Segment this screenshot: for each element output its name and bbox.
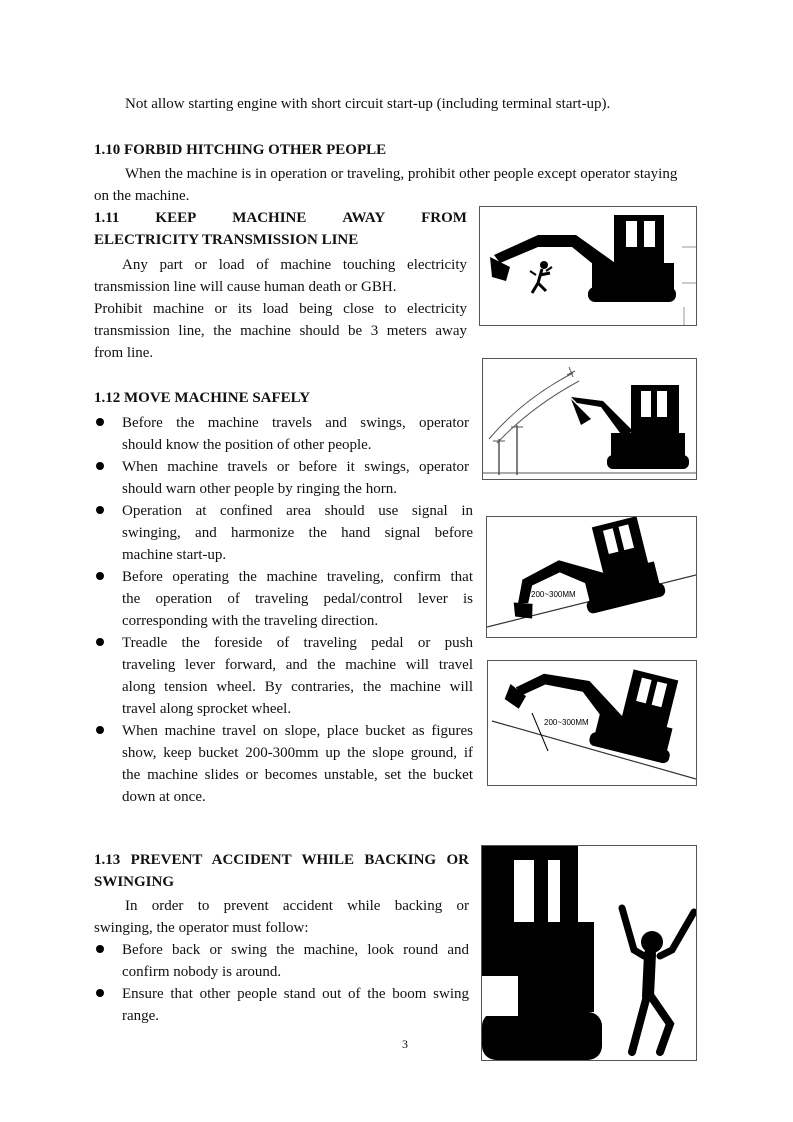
s112-bullet4-line2: the operation of traveling pedal/control lever is [122, 591, 473, 607]
bullet-dot [96, 638, 104, 646]
s113-paragraph-line1: In order to prevent accident while backing or [125, 898, 469, 914]
s112-bullet6-line2: show, keep bucket 200-300mm up the slope ground, if [122, 745, 473, 761]
heading-1-11-line1 [94, 207, 467, 229]
bullet-dot [96, 418, 104, 426]
s111-text-line: transmission line, the machine should be 3 meters away [94, 323, 467, 339]
figure-backing-swinging [481, 845, 697, 1061]
s112-bullet6-line4: down at once. [122, 789, 206, 805]
heading-1-13-line1: 1.13 PREVENT ACCIDENT WHILE BACKING OR [94, 852, 469, 868]
heading-1-11-word: FROM [421, 210, 467, 226]
power-line-illustration [483, 359, 696, 479]
bullet-dot [96, 506, 104, 514]
s112-bullet2-line2: should warn other people by ringing the horn. [122, 481, 397, 497]
fig3-dimension-label: 200~300MM [531, 590, 576, 599]
s111-text-line: Prohibit machine or its load being close to electricity [94, 301, 467, 317]
s113-bullet1-line1: Before back or swing the machine, look round and [122, 942, 469, 958]
bullet-dot [96, 945, 104, 953]
s112-bullet5-line2: traveling lever forward, and the machine will travel [122, 657, 473, 673]
bullet-dot [96, 726, 104, 734]
s113-bullet2-line1: Ensure that other people stand out of the boom swing [122, 986, 469, 1002]
s112-bullet3-line3: machine start-up. [122, 547, 227, 563]
s112-bullet1-line2: should know the position of other people. [122, 437, 372, 453]
s112-bullet3-line1: Operation at confined area should use signal in [122, 503, 473, 519]
heading-1-11-line2: ELECTRICITY TRANSMISSION LINE [94, 232, 359, 248]
s113-paragraph-line2: swinging, the operator must follow: [94, 920, 309, 936]
s112-bullet6-line3: the machine slides or becomes unstable, set the bucket [122, 767, 473, 783]
fig4-dimension-label: 200~300MM [544, 718, 589, 727]
figure-slope-2 [487, 660, 697, 786]
s112-bullet5-line4: travel along sprocket wheel. [122, 701, 292, 717]
figure-person-falling [479, 206, 697, 326]
s112-bullet5-line3: along tension wheel. By contraries, the machine will [122, 679, 473, 695]
slope-excavator-illustration [488, 661, 696, 785]
s112-bullet6-line1: When machine travel on slope, place bucket as figures [122, 723, 473, 739]
s113-bullet1-line2: confirm nobody is around. [122, 964, 282, 980]
s111-text-line: Any part or load of machine touching electricity [122, 257, 467, 273]
s110-paragraph-line2: on the machine. [94, 188, 190, 204]
figure-slope-1 [486, 516, 697, 638]
s112-bullet1-line1: Before the machine travels and swings, operator [122, 415, 469, 431]
heading-1-11-word: KEEP [155, 210, 197, 226]
s112-bullet4-line3: corresponding with the traveling direction. [122, 613, 379, 629]
backing-swinging-illustration [482, 846, 696, 1060]
slope-excavator-illustration [487, 517, 696, 637]
s111-text-line: transmission line will cause human death or GBH. [94, 279, 397, 295]
page-number: 3 [402, 1037, 408, 1051]
intro-line: Not allow starting engine with short circuit start-up (including terminal start-up). [125, 96, 611, 112]
s113-bullet2-line2: range. [122, 1008, 160, 1024]
heading-1-11-word: AWAY [342, 210, 386, 226]
bullet-dot [96, 989, 104, 997]
s112-bullet3-line2: swinging, and harmonize the hand signal before [122, 525, 473, 541]
heading-1-11-num: 1.11 [94, 210, 120, 226]
heading-1-10: 1.10 FORBID HITCHING OTHER PEOPLE [94, 142, 387, 158]
excavator-illustration [480, 207, 696, 325]
bullet-dot [96, 462, 104, 470]
s111-text-line: from line. [94, 345, 154, 361]
s110-paragraph-line1: When the machine is in operation or traveling, prohibit other people except operator staying [125, 166, 678, 182]
bullet-dot [96, 572, 104, 580]
s112-bullet2-line1: When machine travels or before it swings, operator [122, 459, 469, 475]
figure-power-line [482, 358, 697, 480]
s112-bullet4-line1: Before operating the machine traveling, confirm that [122, 569, 473, 585]
heading-1-11-word: MACHINE [232, 210, 307, 226]
heading-1-13-line2: SWINGING [94, 874, 175, 890]
heading-1-12: 1.12 MOVE MACHINE SAFELY [94, 390, 311, 406]
s112-bullet5-line1: Treadle the foreside of traveling pedal or push [122, 635, 473, 651]
